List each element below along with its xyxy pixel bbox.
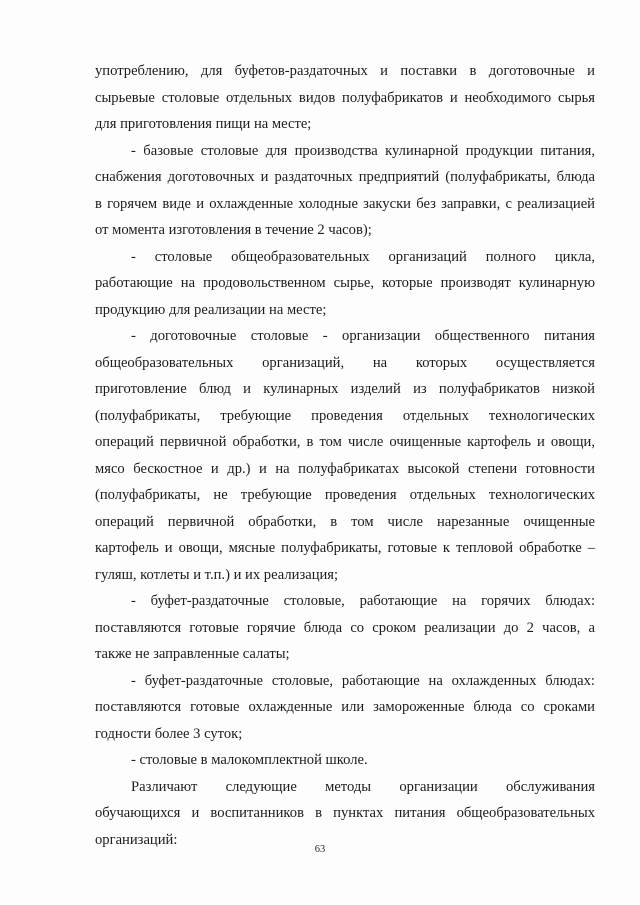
paragraph [95, 747, 595, 774]
text-line: для приготовления пищи на месте; [95, 116, 312, 132]
text-line: - базовые столовые для производства кулинарной продукции питания, [131, 142, 595, 159]
text-line: - столовые в малокомплектной школе. [131, 752, 368, 768]
text-line: также не заправленные салаты; [95, 646, 290, 662]
text-line: работающие на продовольственном сырье, которые производят кулинарную [95, 275, 595, 291]
text-line: обучающихся и воспитанников в пунктах питания общеобразовательных [95, 805, 595, 821]
paragraph [95, 138, 595, 244]
text-line: снабжения доготовочных и раздаточных предприятий (полуфабрикаты, блюда [95, 169, 595, 185]
paragraph [95, 588, 595, 668]
text-line: продукцию для реализации на месте; [95, 301, 327, 318]
text-line: поставляются готовые горячие блюда со сроком реализации до 2 часов, а [95, 619, 595, 636]
text-line: - доготовочные столовые - организации общественного питания [131, 328, 595, 344]
text-line: приготовление блюд и кулинарных изделий из полуфабрикатов низкой [95, 381, 595, 397]
text-line: от момента изготовления в течение 2 часов); [95, 222, 372, 238]
text-line: операций первичной обработки, в том числе очищенные картофель и овощи, [95, 434, 595, 450]
text-line: - столовые общеобразовательных организаций полного цикла, [131, 248, 595, 265]
text-line: операций первичной обработки, в том числе нарезанные очищенные [95, 513, 595, 530]
paragraph [95, 244, 595, 324]
text-line: картофель и овощи, мясные полуфабрикаты, готовые к тепловой обработке – [95, 540, 595, 556]
paragraph [95, 323, 595, 588]
text-line: сырьевые столовые отдельных видов полуфабрикатов и необходимого сырья [95, 89, 595, 106]
text-line: Различают следующие методы организации обслуживания [131, 778, 595, 795]
text-line: в горячем виде и охлажденные холодные закуски без заправки, с реализацией [95, 195, 595, 212]
text-line: - буфет-раздаточные столовые, работающие на охлажденных блюдах: [131, 672, 595, 689]
text-line: (полуфабрикаты, требующие проведения отдельных технологических [95, 407, 595, 424]
text-line: организаций: [95, 831, 178, 848]
text-line: годности более 3 суток; [95, 725, 243, 742]
text-line: гуляш, котлеты и т.п.) и их реализация; [95, 566, 339, 583]
text-line: употреблению, для буфетов-раздаточных и поставки в доготовочные и [95, 63, 595, 79]
text-line: (полуфабрикаты, не требующие проведения отдельных технологических [95, 487, 595, 503]
page-body-text [95, 58, 595, 853]
paragraph [95, 58, 595, 138]
page-number: 63 [314, 844, 326, 855]
text-line: мясо бескостное и др.) и на полуфабрикатах высокой степени готовности [95, 460, 595, 477]
text-line: общеобразовательных организаций, на которых осуществляется [95, 354, 595, 371]
text-line: - буфет-раздаточные столовые, работающие на горячих блюдах: [131, 593, 595, 609]
paragraph [95, 668, 595, 748]
paragraph [95, 774, 595, 854]
text-line: поставляются готовые охлажденные или замороженные блюда со сроками [95, 699, 595, 715]
